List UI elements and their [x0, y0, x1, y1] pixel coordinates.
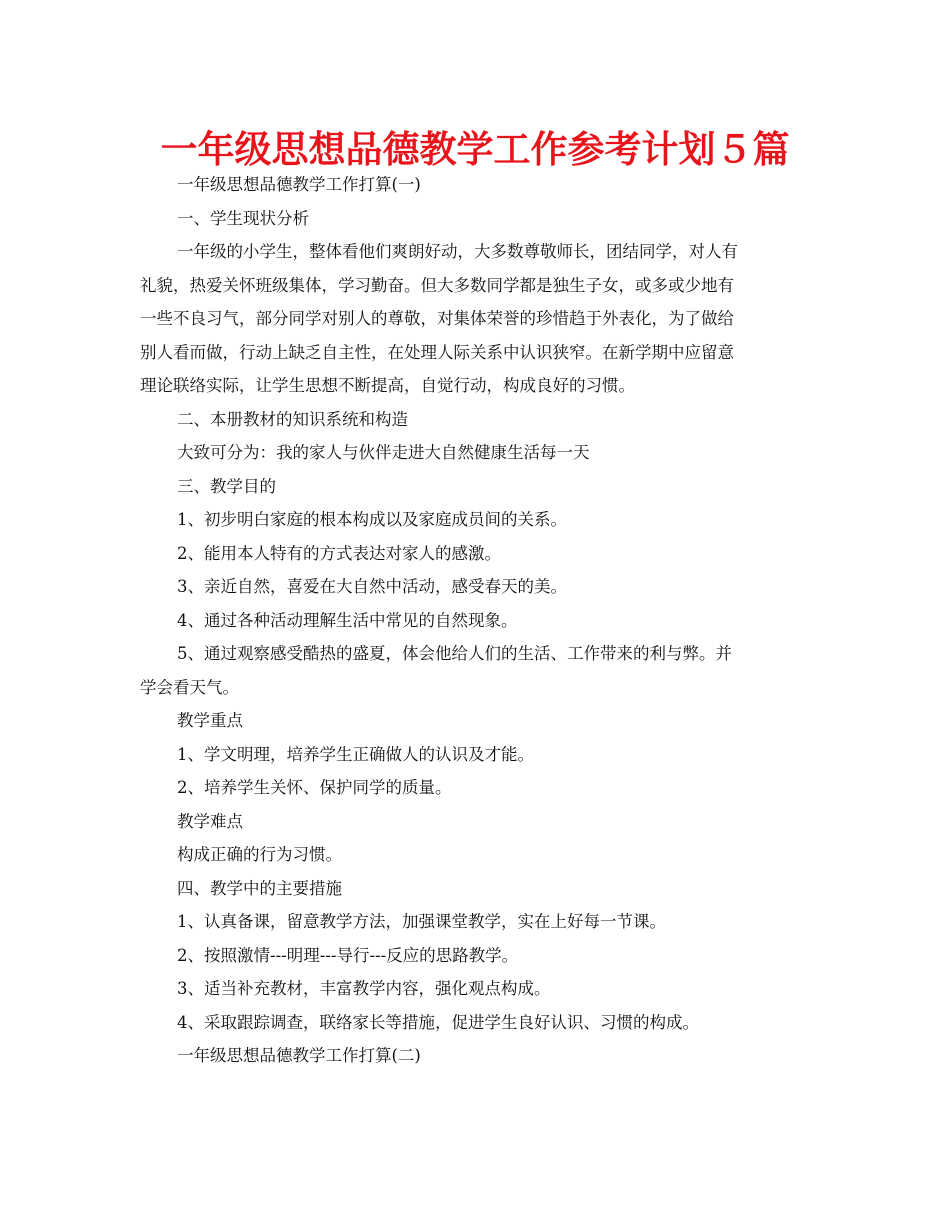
paragraph-line: 别人看而做，行动上缺乏自主性，在处理人际关系中认识狭窄。在新学期中应留意 [140, 342, 734, 362]
paragraph-line: 构成正确的行为习惯。 [177, 845, 342, 864]
paragraph-line: 礼貌，热爱关怀班级集体，学习勤奋。但大多数同学都是独生子女，或多或少地有 [140, 275, 734, 295]
paragraph-line: 2、能用本人特有的方式表达对家人的感激。 [177, 543, 501, 563]
paragraph-line: 学会看天气。 [140, 677, 239, 697]
paragraph-line: 四、教学中的主要措施 [177, 878, 342, 898]
paragraph-line: 4、通过各种活动理解生活中常见的自然现象。 [177, 610, 518, 630]
paragraph-line: 2、按照激情---明理---导行---反应的思路教学。 [177, 945, 519, 965]
paragraph-line: 教学难点 [177, 811, 243, 831]
paragraph-line: 一年级的小学生，整体看他们爽朗好动，大多数尊敬师长，团结同学，对人有 [177, 242, 738, 261]
paragraph-line: 一、学生现状分析 [177, 208, 309, 228]
paragraph-line: 1、学文明理，培养学生正确做人的认识及才能。 [177, 744, 534, 764]
paragraph-line: 3、适当补充教材，丰富教学内容，强化观点构成。 [177, 979, 551, 998]
paragraph-line: 一年级思想品德教学工作打算(一) [177, 175, 421, 194]
paragraph-line: 1、初步明白家庭的根本构成以及家庭成员间的关系。 [177, 510, 567, 529]
paragraph-line: 大致可分为：我的家人与伙伴走进大自然健康生活每一天 [177, 443, 590, 462]
paragraph-line: 一些不良习气，部分同学对别人的尊敬，对集体荣誉的珍惜趋于外表化，为了做给 [140, 309, 734, 328]
paragraph-line: 一年级思想品德教学工作打算(二) [177, 1046, 421, 1065]
document-title: 一年级思想品德教学工作参考计划５篇 [160, 128, 790, 171]
paragraph-line: 三、教学目的 [177, 476, 276, 496]
paragraph-line: 理论联络实际，让学生思想不断提高，自觉行动，构成良好的习惯。 [140, 376, 635, 395]
paragraph-line: 教学重点 [177, 711, 243, 730]
paragraph-line: 5、通过观察感受酷热的盛夏，体会他给人们的生活、工作带来的利与弊。并 [177, 644, 732, 663]
document-body [140, 168, 812, 1073]
paragraph-line: 二、本册教材的知识系统和构造 [177, 409, 408, 429]
paragraph-line: 4、采取跟踪调查，联络家长等措施，促进学生良好认识、习惯的构成。 [177, 1012, 699, 1032]
paragraph-line: 2、培养学生关怀、保护同学的质量。 [177, 778, 452, 797]
paragraph-line: 1、认真备课，留意教学方法，加强课堂教学，实在上好每一节课。 [177, 912, 666, 931]
paragraph-line: 3、亲近自然，喜爱在大自然中活动，感受春天的美。 [177, 577, 567, 596]
